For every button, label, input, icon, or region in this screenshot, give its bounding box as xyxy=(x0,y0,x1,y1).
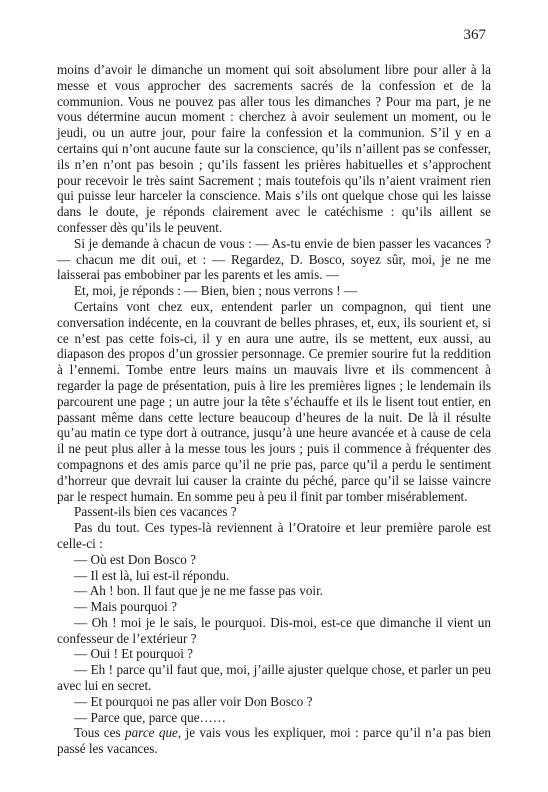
dialogue-line: — Où est Don Bosco ? xyxy=(74,551,196,567)
closing-paragraph xyxy=(57,725,491,757)
paragraph: Passent-ils bien ces vacances ? xyxy=(74,504,237,520)
page-number: 367 xyxy=(463,27,486,43)
dialogue-line: — Oh ! moi je le sais, le pourquoi. Dis-moi, est-ce que dimanche il vient un confesseur de l’extérieur ? xyxy=(57,614,491,646)
paragraph: Si je demande à chacun de vous : — As-tu envie de bien passer les vacances ? — chacun me dit oui, et : — Regardez, D. Bosco, soyez sûr, moi, je ne me laisserai pas embobiner par les parents et les amis. — xyxy=(57,235,491,283)
closing-text-before: Tous ces xyxy=(74,725,125,741)
paragraph: Certains vont chez eux, entendent parler un compagnon, qui tient une conversation indécente, en la couvrant de belles phrases, et, eux, ils sourient et, si ce n’est pas cette fois-ci, il y en aura une autre, ils se mettent, eux aussi, au diapason des propos d’un grossier personnage. Ce premier sourire fut la reddition à l’ennemi. Tombe entre leurs mains un mauvais livre et ils commencent à regarder la page de présentation, puis à lire les premières lignes ; le lendemain ils parcourent une page ; un autre jour la tête s’échauffe et ils le lisent tout entier, en passant même dans cette lecture beaucoup d’heures de la nuit. De là il résulte qu’au matin ce type dort à outrance, jusqu’à une heure avancée et à cause de cela il ne peut plus aller à la messe tous les jours ; puis il commence à fréquenter des compagnons et des amis parce qu’il ne prie pas, parce qu’il a perdu le sentiment d’horreur que devrait lui causer la crainte du péché, parce qu’il se laisse vaincre par le respect humain. En somme peu à peu il finit par tomber misérablement. xyxy=(57,298,491,504)
dialogue-line: — Eh ! parce qu’il faut que, moi, j’aille ajuster quelque chose, et parler un peu avec lui en secret. xyxy=(57,662,491,694)
dialogue-line: — Mais pourquoi ? xyxy=(74,599,177,615)
dialogue-line: — Oui ! Et pourquoi ? xyxy=(74,646,194,662)
text-block xyxy=(57,62,491,757)
closing-emphasis: parce que xyxy=(124,725,178,741)
paragraph: Pas du tout. Ces types-là reviennent à l’Oratoire et leur première parole est celle-ci : xyxy=(57,520,491,551)
dialogue-line: — Et pourquoi ne pas aller voir Don Bosco ? xyxy=(74,693,313,709)
dialogue-line: — Il est là, lui est-il répondu. xyxy=(74,567,230,583)
paragraph: moins d’avoir le dimanche un moment qui soit absolument libre pour aller à la messe et vous approcher des sacrements sacrés de la confession et de la communion. Vous ne pouvez pas aller tous les dimanches ? Pour ma part, je ne vous détermine aucun moment : cherchez à avoir seulement un moment, ou le jeudi, ou un autre jour, pour faire la confession et la communion. S’il y en a certains qui n’ont aucune faute sur la conscience, qu’ils n’aillent pas se confesser, ils n’en n’ont pas besoin ; qu’ils fassent les prières habituelles et s’approchent pour recevoir le très saint Sacrement ; mais toutefois qu’ils n’aient vraiment rien qui puisse leur harceler la conscience. Mais s’ils ont quelque chose qui les laisse dans le doute, je réponds clairement avec le catéchisme : qu’ils aillent se confesser dès qu’ils le peuvent. xyxy=(57,62,491,235)
closing-text-after: , je vais vous les expliquer, moi : parce qu’il n’a pas bien passé les vacances. xyxy=(57,725,491,757)
dialogue-line: — Parce que, parce que…… xyxy=(74,709,226,725)
dialogue-line: — Ah ! bon. Il faut que je ne me fasse pas voir. xyxy=(74,583,324,599)
paragraph: Et, moi, je réponds : — Bien, bien ; nous verrons ! — xyxy=(74,283,358,299)
